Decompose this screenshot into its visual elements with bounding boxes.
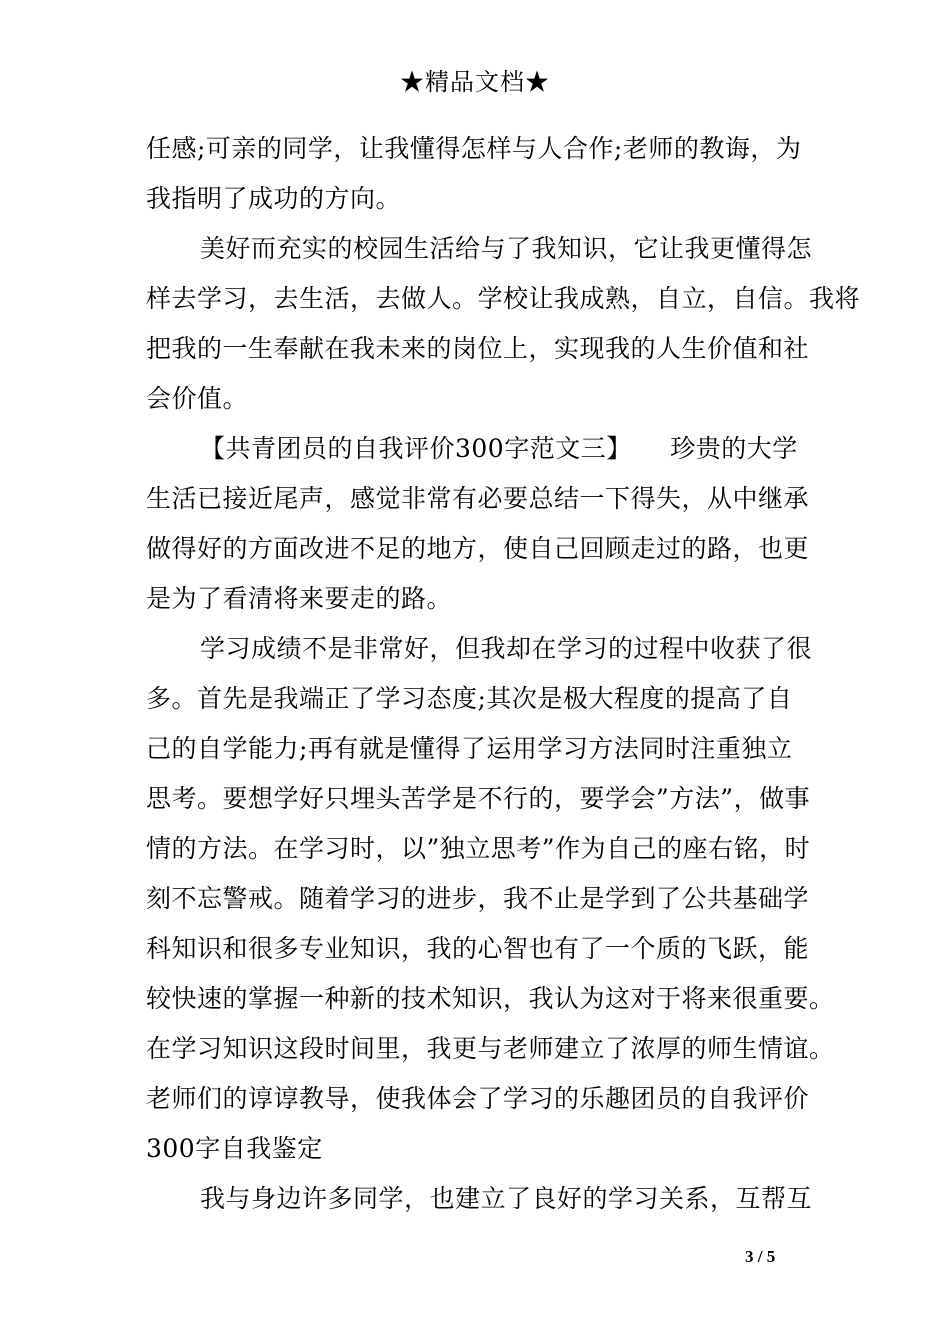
paragraph-start-line: 美好而充实的校园生活给与了我知识，它让我更懂得怎 (200, 234, 813, 263)
body-line: 思考。要想学好只埋头苦学是不行的，要学会”方法”，做事 (146, 784, 811, 813)
body-line: 在学习知识这段时间里，我更与老师建立了浓厚的师生情谊。 (146, 1034, 835, 1063)
paragraph-start-line: 我与身边许多同学，也建立了良好的学习关系，互帮互 (200, 1184, 813, 1213)
body-line: 会价值。 (146, 384, 249, 413)
body-line: 是为了看清将来要走的路。 (146, 584, 453, 613)
body-line: 己的自学能力;再有就是懂得了运用学习方法同时注重独立 (146, 734, 793, 763)
body-line: 任感;可亲的同学，让我懂得怎样与人合作;老师的教诲，为 (146, 134, 802, 163)
body-line: 老师们的谆谆教导，使我体会了学习的乐趣团员的自我评价 (146, 1084, 810, 1113)
body-line: 做得好的方面改进不足的地方，使自己回顾走过的路，也更 (146, 534, 810, 563)
body-line: 科知识和很多专业知识，我的心智也有了一个质的飞跃，能 (146, 934, 810, 963)
body-line: 较快速的掌握一种新的技术知识，我认为这对于将来很重要。 (146, 984, 835, 1013)
body-line: 生活已接近尾声，感觉非常有必要总结一下得失，从中继承 (146, 484, 810, 513)
page-number: 3 / 5 (745, 1247, 776, 1266)
body-line: 刻不忘警戒。随着学习的进步，我不止是学到了公共基础学 (146, 884, 810, 913)
section-heading-line: 【共青团员的自我评价300字范文三】 珍贵的大学 (200, 434, 798, 463)
document-body (146, 124, 861, 1224)
body-line: 300字自我鉴定 (146, 1134, 323, 1163)
body-line: 情的方法。在学习时，以”独立思考”作为自己的座右铭，时 (146, 834, 811, 863)
paragraph-start-line: 学习成绩不是非常好，但我却在学习的过程中收获了很 (200, 634, 813, 663)
body-line: 我指明了成功的方向。 (146, 184, 402, 213)
body-line: 多。首先是我端正了学习态度;其次是极大程度的提高了自 (146, 684, 793, 713)
page-header-title: ★精品文档★ (400, 68, 550, 96)
body-line: 样去学习，去生活，去做人。学校让我成熟，自立，自信。我将 (146, 284, 861, 313)
body-line: 把我的一生奉献在我未来的岗位上，实现我的人生价值和社 (146, 334, 810, 363)
